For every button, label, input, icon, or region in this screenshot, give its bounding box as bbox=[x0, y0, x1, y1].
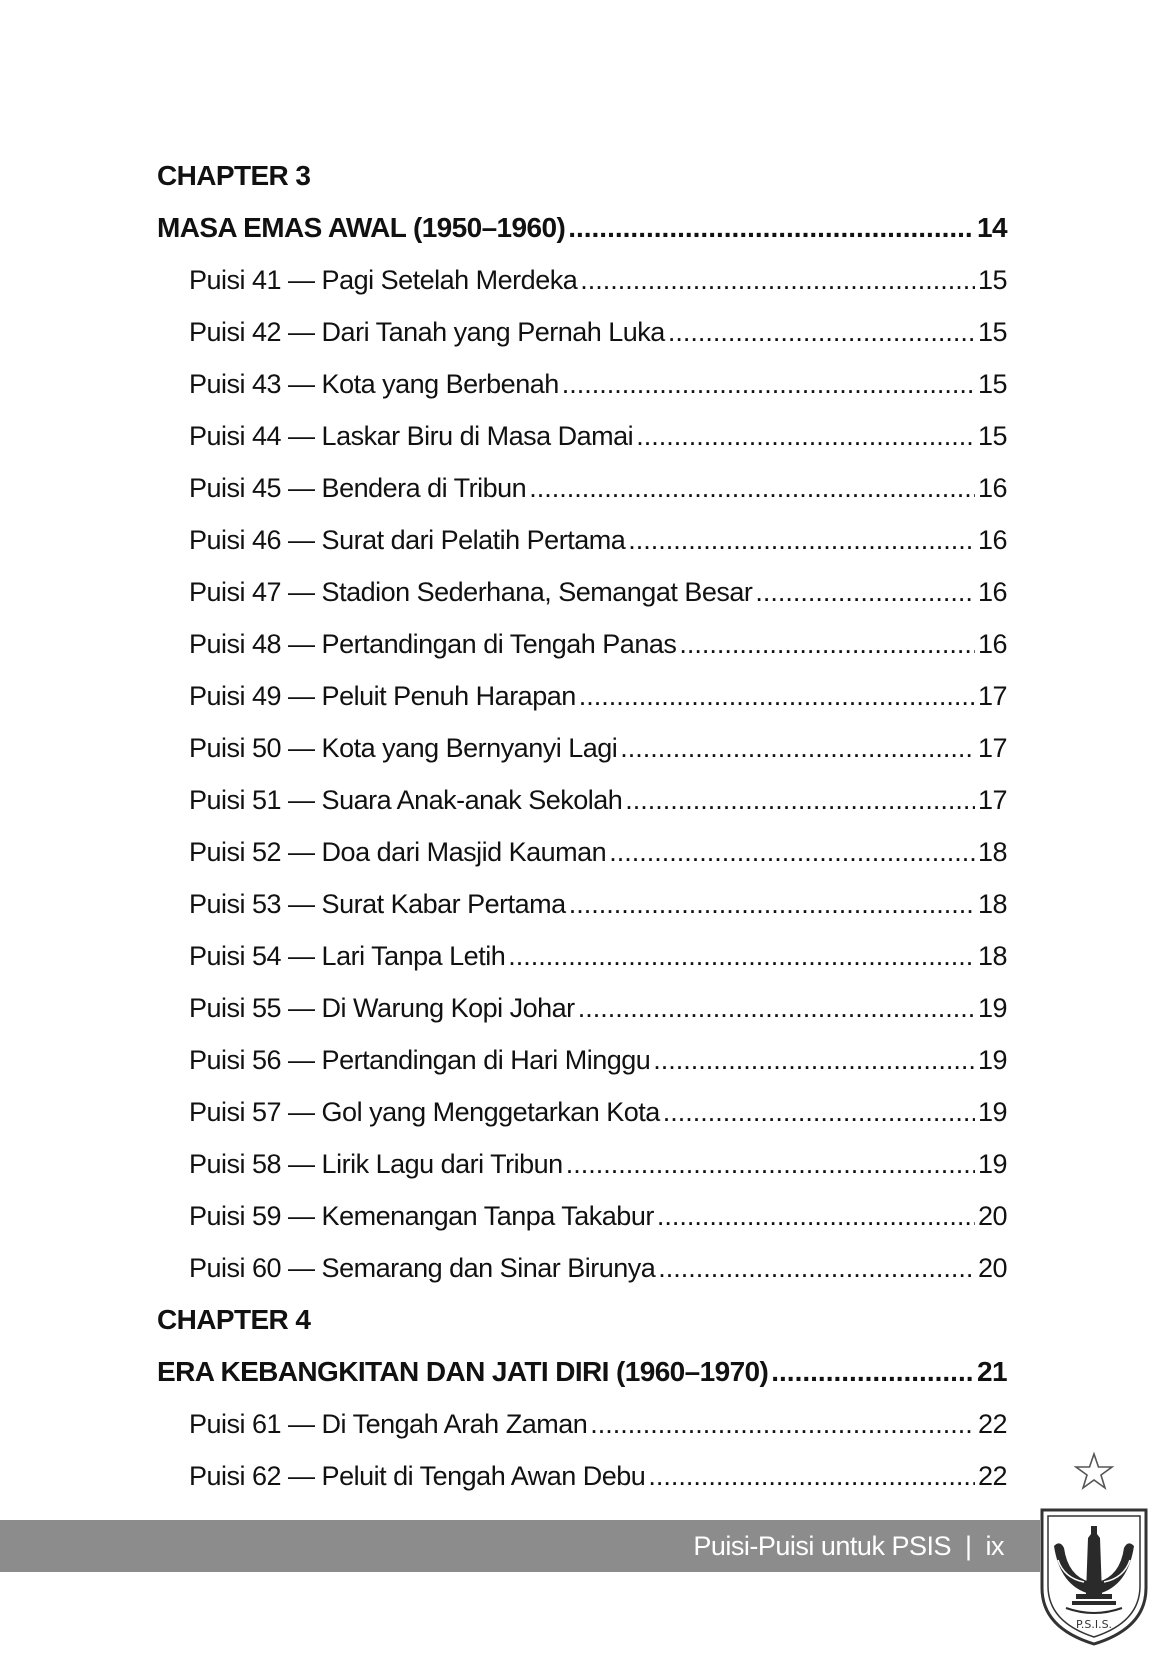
toc-entry bbox=[157, 306, 1007, 358]
footer-bar bbox=[0, 1520, 1040, 1572]
toc-page-number: 18 bbox=[977, 941, 1007, 971]
toc-page-number: 22 bbox=[977, 1461, 1007, 1491]
toc-label: Puisi 59 — Kemenangan Tanpa Takabur bbox=[189, 1201, 654, 1231]
toc-label: ERA KEBANGKITAN DAN JATI DIRI (1960–1970) bbox=[157, 1356, 769, 1387]
toc-dot-leader bbox=[579, 670, 975, 722]
toc-label: Puisi 50 — Kota yang Bernyanyi Lagi bbox=[189, 733, 618, 763]
toc-heading bbox=[157, 1346, 1007, 1398]
toc-entry bbox=[157, 1450, 1007, 1502]
toc-page-number: 22 bbox=[977, 1409, 1007, 1439]
toc-label: Puisi 49 — Peluit Penuh Harapan bbox=[189, 681, 576, 711]
toc-label: Puisi 56 — Pertandingan di Hari Minggu bbox=[189, 1045, 651, 1075]
toc-entry bbox=[157, 1242, 1007, 1294]
toc-page-number: 15 bbox=[977, 421, 1007, 451]
toc-page-number: 15 bbox=[977, 317, 1007, 347]
toc-label: Puisi 43 — Kota yang Berbenah bbox=[189, 369, 559, 399]
toc-page-number: 16 bbox=[977, 473, 1007, 503]
toc-dot-leader bbox=[625, 774, 975, 826]
toc-label: Puisi 61 — Di Tengah Arah Zaman bbox=[189, 1409, 588, 1439]
toc-entry bbox=[157, 878, 1007, 930]
toc-entry bbox=[157, 514, 1007, 566]
table-of-contents bbox=[157, 150, 1007, 1502]
toc-label: Puisi 48 — Pertandingan di Tengah Panas bbox=[189, 629, 677, 659]
toc-dot-leader bbox=[508, 930, 975, 982]
toc-heading bbox=[157, 1294, 1007, 1346]
footer-book-title: Puisi-Puisi untuk PSIS bbox=[693, 1531, 951, 1561]
toc-page-number: 16 bbox=[977, 525, 1007, 555]
toc-heading bbox=[157, 202, 1007, 254]
toc-page-number: 18 bbox=[977, 889, 1007, 919]
toc-label: Puisi 62 — Peluit di Tengah Awan Debu bbox=[189, 1461, 646, 1491]
toc-label: MASA EMAS AWAL (1950–1960) bbox=[157, 212, 566, 243]
toc-heading bbox=[157, 150, 1007, 202]
toc-label: Puisi 58 — Lirik Lagu dari Tribun bbox=[189, 1149, 563, 1179]
toc-dot-leader bbox=[580, 254, 975, 306]
toc-label: Puisi 47 — Stadion Sederhana, Semangat Besar bbox=[189, 577, 753, 607]
toc-page-number: 17 bbox=[977, 785, 1007, 815]
toc-dot-leader bbox=[529, 462, 975, 514]
toc-label: Puisi 41 — Pagi Setelah Merdeka bbox=[189, 265, 578, 295]
toc-entry bbox=[157, 670, 1007, 722]
toc-label: Puisi 45 — Bendera di Tribun bbox=[189, 473, 527, 503]
toc-page-number: 21 bbox=[977, 1356, 1007, 1387]
toc-label: Puisi 51 — Suara Anak-anak Sekolah bbox=[189, 785, 623, 815]
toc-entry bbox=[157, 618, 1007, 670]
toc-dot-leader bbox=[663, 1086, 975, 1138]
toc-label: Puisi 46 — Surat dari Pelatih Pertama bbox=[189, 525, 626, 555]
toc-dot-leader bbox=[578, 982, 975, 1034]
toc-label: Puisi 57 — Gol yang Menggetarkan Kota bbox=[189, 1097, 660, 1127]
toc-label: Puisi 52 — Doa dari Masjid Kauman bbox=[189, 837, 607, 867]
toc-entry bbox=[157, 566, 1007, 618]
toc-label: Puisi 54 — Lari Tanpa Letih bbox=[189, 941, 506, 971]
toc-page-number: 19 bbox=[977, 1149, 1007, 1179]
toc-dot-leader bbox=[658, 1242, 975, 1294]
footer-separator: | bbox=[964, 1531, 972, 1561]
toc-entry bbox=[157, 1138, 1007, 1190]
toc-dot-leader bbox=[566, 1138, 975, 1190]
toc-dot-leader bbox=[636, 410, 975, 462]
footer-page-number: ix bbox=[985, 1531, 1004, 1561]
toc-label: Puisi 60 — Semarang dan Sinar Birunya bbox=[189, 1253, 656, 1283]
toc-entry bbox=[157, 930, 1007, 982]
toc-entry bbox=[157, 254, 1007, 306]
toc-page-number: 15 bbox=[977, 265, 1007, 295]
toc-entry bbox=[157, 410, 1007, 462]
toc-page-number: 20 bbox=[977, 1201, 1007, 1231]
toc-dot-leader bbox=[657, 1190, 975, 1242]
toc-dot-leader bbox=[590, 1398, 975, 1450]
toc-page-number: 16 bbox=[977, 577, 1007, 607]
toc-dot-leader bbox=[562, 358, 975, 410]
toc-page-number: 19 bbox=[977, 993, 1007, 1023]
toc-dot-leader bbox=[771, 1346, 974, 1398]
toc-label: Puisi 42 — Dari Tanah yang Pernah Luka bbox=[189, 317, 665, 347]
toc-label: Puisi 53 — Surat Kabar Pertama bbox=[189, 889, 566, 919]
psis-emblem-icon bbox=[1034, 1448, 1154, 1648]
toc-label: Puisi 44 — Laskar Biru di Masa Damai bbox=[189, 421, 634, 451]
toc-page-number: 15 bbox=[977, 369, 1007, 399]
toc-dot-leader bbox=[620, 722, 975, 774]
toc-entry bbox=[157, 1034, 1007, 1086]
toc-page-number: 16 bbox=[977, 629, 1007, 659]
toc-entry bbox=[157, 1398, 1007, 1450]
toc-dot-leader bbox=[679, 618, 975, 670]
toc-dot-leader bbox=[668, 306, 975, 358]
toc-entry bbox=[157, 358, 1007, 410]
toc-entry bbox=[157, 462, 1007, 514]
toc-page-number: 18 bbox=[977, 837, 1007, 867]
toc-page-number: 20 bbox=[977, 1253, 1007, 1283]
toc-label: CHAPTER 3 bbox=[157, 160, 311, 191]
toc-page-number: 17 bbox=[977, 733, 1007, 763]
toc-entry bbox=[157, 826, 1007, 878]
toc-page-number: 19 bbox=[977, 1045, 1007, 1075]
toc-dot-leader bbox=[628, 514, 975, 566]
toc-dot-leader bbox=[609, 826, 975, 878]
footer-text bbox=[693, 1520, 1004, 1572]
toc-dot-leader bbox=[653, 1034, 975, 1086]
toc-label: CHAPTER 4 bbox=[157, 1304, 311, 1335]
toc-label: Puisi 55 — Di Warung Kopi Johar bbox=[189, 993, 575, 1023]
toc-entry bbox=[157, 1190, 1007, 1242]
toc-page-number: 19 bbox=[977, 1097, 1007, 1127]
toc-entry bbox=[157, 1086, 1007, 1138]
toc-entry bbox=[157, 982, 1007, 1034]
toc-dot-leader bbox=[755, 566, 975, 618]
toc-page-number: 17 bbox=[977, 681, 1007, 711]
emblem-lettering: P.S.I.S. bbox=[1075, 1618, 1113, 1631]
toc-dot-leader bbox=[568, 202, 974, 254]
toc-dot-leader bbox=[648, 1450, 975, 1502]
toc-entry bbox=[157, 722, 1007, 774]
toc-dot-leader bbox=[569, 878, 975, 930]
toc-entry bbox=[157, 774, 1007, 826]
toc-page-number: 14 bbox=[977, 212, 1007, 243]
